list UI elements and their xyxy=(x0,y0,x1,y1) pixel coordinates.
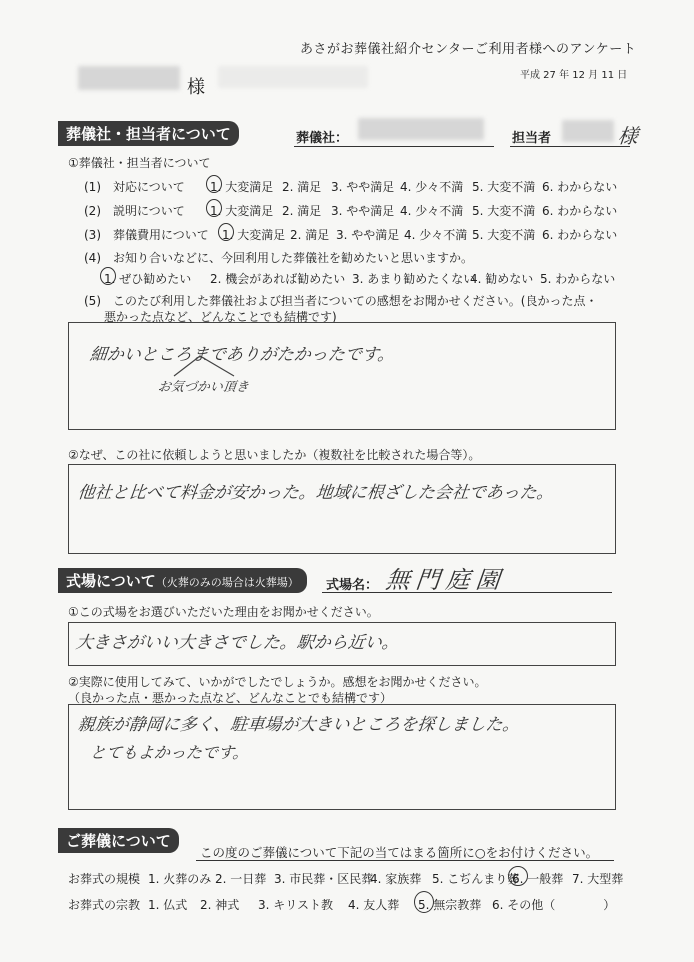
row1-opt5[interactable]: 5. 大変不満 xyxy=(472,180,536,194)
q4-opt4[interactable]: 4. 勧めない xyxy=(470,272,534,286)
staff-label: 担当者 xyxy=(512,131,552,146)
venue-q2-line1: ②実際に使用してみて、いかがでしたでしょうか。感想をお聞かせください。 xyxy=(68,675,487,689)
religion-opt6[interactable]: 6. その他（ ） xyxy=(492,898,616,912)
staff-suffix-handwritten: 様 xyxy=(616,124,640,148)
scale-label: お葬式の規模 xyxy=(68,872,141,886)
religion-opt5[interactable]: 5. 無宗教葬 xyxy=(418,898,482,912)
venue-q2-line2: （良かった点・悪かった点など、どんなことでも結構です） xyxy=(68,691,393,705)
venue-q2-answer-line1-handwritten: 親族が静岡に多く、駐車場が大きいところを探しました。 xyxy=(76,715,521,735)
recipient-suffix: 様 xyxy=(187,77,205,98)
religion-selected-circle xyxy=(414,891,434,913)
row1-label: (1) 対応について xyxy=(84,180,185,194)
row3-opt1[interactable]: 1. 大変満足 xyxy=(222,228,286,242)
venue-label: 式場名： xyxy=(326,578,379,593)
staff-underline xyxy=(510,146,630,147)
redacted-recipient-name xyxy=(78,66,180,90)
venue-name-handwritten: 無門庭園 xyxy=(384,566,508,594)
q4-opt5[interactable]: 5. わからない xyxy=(540,272,616,286)
row2-opt3[interactable]: 3. やや満足 xyxy=(331,204,395,218)
scale-selected-circle xyxy=(508,866,528,886)
venue-tab-label: 式場について xyxy=(66,572,156,590)
section-tab-funeral-company: 葬儀社・担当者について xyxy=(58,121,239,146)
row2-opt1[interactable]: 1. 大変満足 xyxy=(210,204,274,218)
redacted-staff-name xyxy=(562,120,614,142)
row3-selected-circle xyxy=(218,223,234,241)
row1-opt1[interactable]: 1. 大変満足 xyxy=(210,180,274,194)
survey-title: あさがお葬儀社紹介センターご利用者様へのアンケート xyxy=(300,42,637,57)
row2-opt2[interactable]: 2. 満足 xyxy=(282,204,322,218)
row1-selected-circle xyxy=(206,175,222,193)
religion-opt4[interactable]: 4. 友人葬 xyxy=(348,898,400,912)
q4-question: (4) お知り合いなどに、今回利用した葬儀社を勧めたいと思いますか。 xyxy=(84,251,474,265)
redacted-company-name xyxy=(358,118,484,140)
scale-opt2[interactable]: 2. 一日葬 xyxy=(215,872,267,886)
row1-opt2[interactable]: 2. 満足 xyxy=(282,180,322,194)
row3-opt4[interactable]: 4. 少々不満 xyxy=(404,228,468,242)
insert-caret-mark xyxy=(170,350,240,378)
row2-opt4[interactable]: 4. 少々不満 xyxy=(400,204,464,218)
q2-why-answer-handwritten: 他社と比べて料金が安かった。地域に根ざした会社であった。 xyxy=(76,483,555,503)
scale-opt6[interactable]: 6. 一般葬 xyxy=(512,872,564,886)
instruction-underline xyxy=(196,860,614,861)
redacted-recipient-extra xyxy=(218,66,368,88)
row2-selected-circle xyxy=(206,199,222,217)
survey-date: 平成 27 年 12 月 11 日 xyxy=(520,70,628,81)
venue-tab-note: （火葬のみの場合は火葬場） xyxy=(155,576,299,589)
company-label: 葬儀社： xyxy=(296,131,349,146)
q5-answer-box[interactable] xyxy=(68,322,616,430)
section-tab-venue xyxy=(58,568,307,593)
scale-opt1[interactable]: 1. 火葬のみ xyxy=(148,872,212,886)
scale-opt5[interactable]: 5. こぢんまり葬 xyxy=(432,872,520,886)
row3-opt2[interactable]: 2. 満足 xyxy=(290,228,330,242)
venue-q2-answer-line2-handwritten: とてもよかったです。 xyxy=(88,743,250,762)
row3-opt6[interactable]: 6. わからない xyxy=(542,228,618,242)
row3-label: (3) 葬儀費用について xyxy=(84,228,209,242)
row2-opt6[interactable]: 6. わからない xyxy=(542,204,618,218)
q5-question-line2: 悪かった点など、どんなことでも結構です) xyxy=(104,310,337,324)
row1-opt3[interactable]: 3. やや満足 xyxy=(331,180,395,194)
religion-opt2[interactable]: 2. 神式 xyxy=(200,898,240,912)
q5-question-line1: (5) このたび利用した葬儀社および担当者についての感想をお聞かせください。(良かった点・ xyxy=(84,294,598,308)
funeral-instruction: この度のご葬儀について下記の当てはまる箇所に○をお付けください。 xyxy=(200,845,599,860)
q1-heading: ①葬儀社・担当者について xyxy=(68,156,211,170)
row3-opt5[interactable]: 5. 大変不満 xyxy=(472,228,536,242)
company-underline xyxy=(294,146,494,147)
venue-q1-heading: ①この式場をお選びいただいた理由をお聞かせください。 xyxy=(68,605,379,619)
religion-opt3[interactable]: 3. キリスト教 xyxy=(258,898,334,912)
row1-opt4[interactable]: 4. 少々不満 xyxy=(400,180,464,194)
row3-opt3[interactable]: 3. やや満足 xyxy=(336,228,400,242)
q4-opt2[interactable]: 2. 機会があれば勧めたい xyxy=(210,272,346,286)
venue-q1-answer-handwritten: 大きさがいい大きさでした。駅から近い。 xyxy=(74,633,400,653)
section-tab-funeral: ご葬儀について xyxy=(58,828,179,853)
venue-underline xyxy=(322,592,612,593)
q2-why-heading: ②なぜ、この社に依頼しようと思いましたか（複数社を比較された場合等）。 xyxy=(68,448,481,462)
row1-opt6[interactable]: 6. わからない xyxy=(542,180,618,194)
row2-opt5[interactable]: 5. 大変不満 xyxy=(472,204,536,218)
q4-selected-circle xyxy=(100,267,116,285)
q5-answer-insert-handwritten: お気づかい頂き xyxy=(157,380,250,395)
q4-opt3[interactable]: 3. あまり勧めたくない xyxy=(352,272,476,286)
q5-answer-handwritten: 細かいところまでありがたかったです。 xyxy=(88,345,396,365)
scale-opt7[interactable]: 7. 大型葬 xyxy=(572,872,624,886)
religion-opt1[interactable]: 1. 仏式 xyxy=(148,898,188,912)
scale-opt3[interactable]: 3. 市民葬・区民葬 xyxy=(274,872,374,886)
scale-opt4[interactable]: 4. 家族葬 xyxy=(370,872,422,886)
q4-opt1[interactable]: 1. ぜひ勧めたい xyxy=(104,272,192,286)
row2-label: (2) 説明について xyxy=(84,204,185,218)
religion-label: お葬式の宗教 xyxy=(68,898,141,912)
